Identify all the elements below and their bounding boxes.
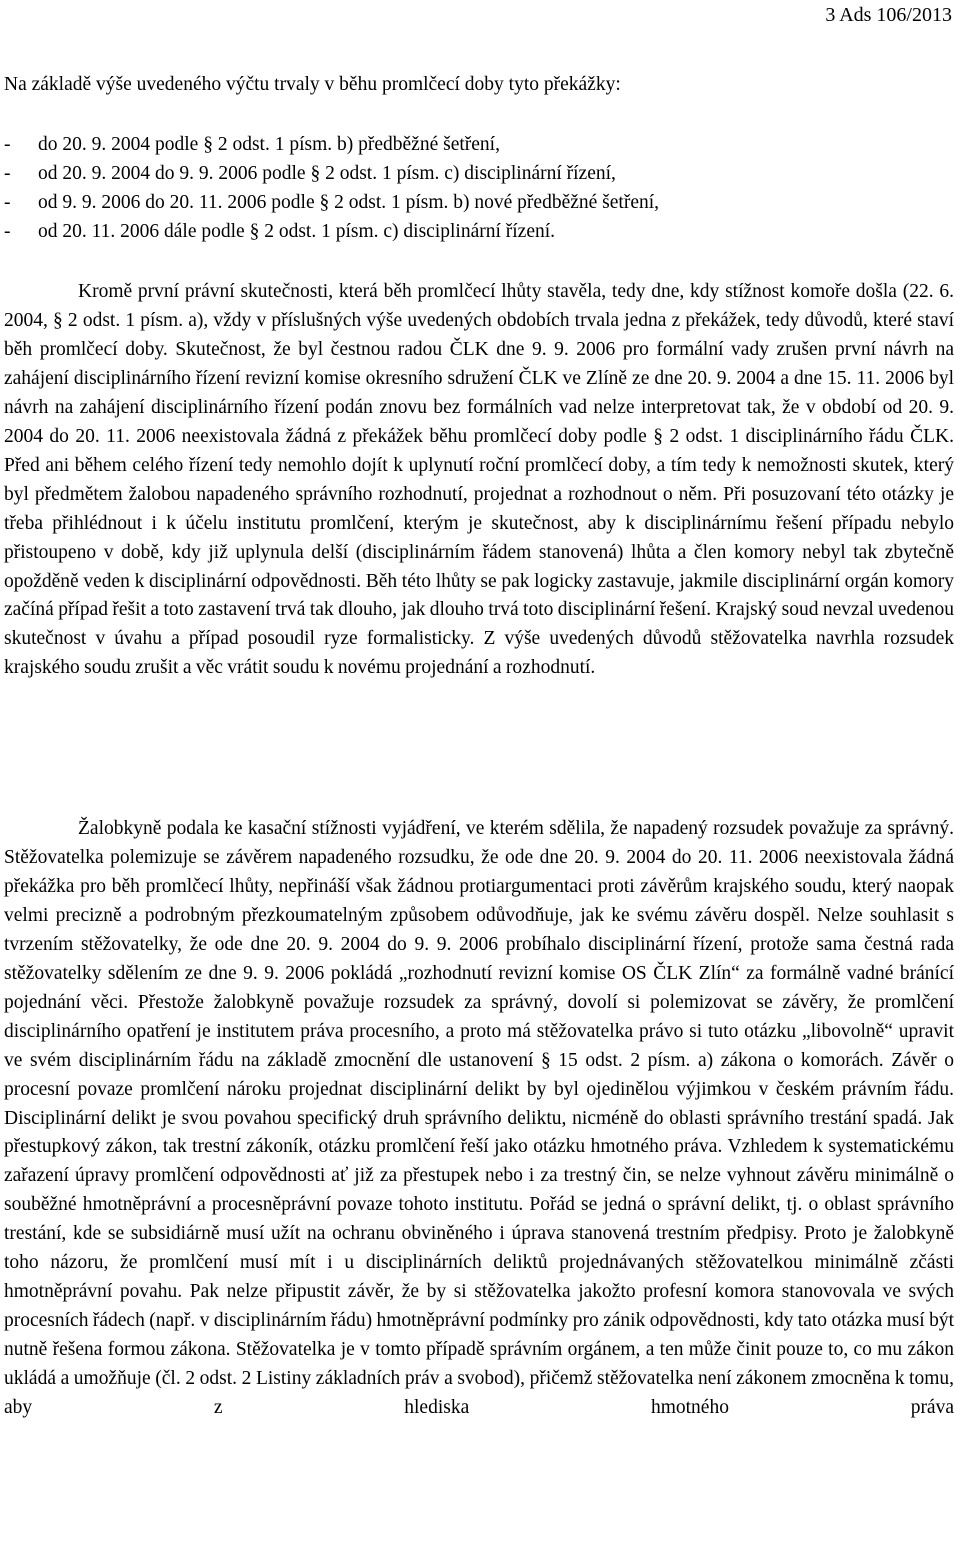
list-item-text: od 9. 9. 2006 do 20. 11. 2006 podle § 2 odst. 1 písm. b) nové předběžné šetření, bbox=[38, 192, 660, 213]
list-item bbox=[4, 188, 954, 217]
body-paragraph: Žalobkyně podala ke kasační stížnosti vyjádření, ve kterém sdělila, že napadený rozsudek považuje za správný. Stěžovatelka polemizuje se závěrem napadeného rozsudku, že ode dne 20. 9. 2004 do 20. 11. 2006 neexistovala žádná překážka pro běh promlčecí lhůty, nepřináší však žádnou protiargumentaci proti závěrům krajského soudu, který naopak velmi precizně a podrobným přezkoumatelným způsobem odůvodňuje, jak ke svému závěru dospěl. Nelze souhlasit s tvrzením stěžovatelky, že ode dne 20. 9. 2004 do 9. 9. 2006 probíhalo disciplinární řízení, protože sama čestná rada stěžovatelky sdělením ze dne 9. 9. 2006 pokládá „rozhodnutí revizní komise OS ČLK Zlín“ za formálně vadné bránící pojednání věci. Přestože žalobkyně považuje rozsudek za správný, dovolí si polemizovat se závěry, že promlčení disciplinárního opatření je institutem práva procesního, a proto má stěžovatelka právo si tuto otázku „libovolně“ upravit ve svém disciplinárním řádu na základě zmocnění dle ustanovení § 15 odst. 2 písm. a) zákona o komorách. Závěr o procesní povaze promlčení nároku projednat disciplinární delikt by byl ojedinělou výjimkou v českém právním řádu. Disciplinární delikt je svou povahou specifický druh správního deliktu, nicméně do oblasti správního trestání spadá. Jak přestupkový zákon, tak trestní zákoník, otázku promlčení řeší jako otázku hmotného práva. Vzhledem k systematickému zařazení úpravy promlčení odpovědnosti ať již za přestupek nebo i za trestný čin, se nelze vyhnout závěru minimálně o souběžné hmotněprávní a procesněprávní povaze tohoto institutu. Pořád se jedná o správní delikt, tj. o oblast správního trestání, kde se subsidiárně musí užít na ochranu obviněného i úprava stanovená trestním předpisy. Proto je žalobkyně toho názoru, že promlčení musí mít i u disciplinárních deliktů projednávaných stěžovatelkou minimálně zčásti hmotněprávní povahu. Pak nelze připustit závěr, že by si stěžovatelka jakožto profesní komora stanovovala ve svých procesních řádech (např. v disciplinárním řádu) hmotněprávní podmínky pro zánik odpovědnosti, kdy tato otázka musí být nutně řešena formou zákona. Stěžovatelka je v tomto případě správním orgánem, a ten může činit pouze to, co mu zákon ukládá a umožňuje (čl. 2 odst. 2 Listiny základních práv a svobod), přičemž stěžovatelka není zákonem zmocněna k tomu, aby z hlediska hmotného práva bbox=[4, 818, 954, 1419]
obstacle-list bbox=[4, 130, 954, 246]
list-dash: - bbox=[4, 163, 11, 184]
list-item-text: do 20. 9. 2004 podle § 2 odst. 1 písm. b) předběžné šetření, bbox=[38, 134, 500, 155]
list-item bbox=[4, 130, 954, 159]
list-item bbox=[4, 217, 954, 246]
list-item-text: od 20. 9. 2004 do 9. 9. 2006 podle § 2 odst. 1 písm. c) disciplinární řízení, bbox=[38, 163, 616, 184]
body-paragraph: Kromě první právní skutečnosti, která běh promlčecí lhůty stavěla, tedy dne, kdy stížnost komoře došla (22. 6. 2004, § 2 odst. 1 písm. a), vždy v příslušných výše uvedených obdobích trvala jedna z překážek, tedy důvodů, které staví běh promlčecí doby. Skutečnost, že byl čestnou radou ČLK dne 9. 9. 2006 pro formální vady zrušen první návrh na zahájení disciplinárního řízení revizní komise okresního sdružení ČLK ve Zlíně ze dne 20. 9. 2004 a dne 15. 11. 2006 byl návrh na zahájení disciplinárního řízení podán znovu bez formálních vad nelze interpretovat tak, že v období od 20. 9. 2004 do 20. 11. 2006 neexistovala žádná z překážek běhu promlčecí doby podle § 2 odst. 1 disciplinárního řádu ČLK. Před ani během celého řízení tedy nemohlo dojít k uplynutí roční promlčecí doby, a tím tedy k nemožnosti skutek, který byl předmětem žalobou napadeného správního rozhodnutí, projednat a rozhodnout o něm. Při posuzovaní této otázky je třeba přihlédnout i k účelu institutu promlčení, kterým je skutečnost, aby k disciplinárnímu řešení případu nebylo přistoupeno v době, kdy již uplynula delší (disciplinárním řádem stanovená) lhůta a člen komory nebyl tak zbytečně opožděně veden k disciplinární odpovědnosti. Běh této lhůty se pak logicky zastavuje, jakmile disciplinární orgán komory začíná případ řešit a toto zastavení trvá tak dlouho, jak dlouho trvá toto disciplinární řešení. Krajský soud nevzal uvedenou skutečnost v úvahu a případ posoudil ryze formalisticky. Z výše uvedených důvodů stěžovatelka navrhla rozsudek krajského soudu zrušit a věc vrátit soudu k novému projednání a rozhodnutí. bbox=[4, 281, 954, 679]
case-number-header: 3 Ads 106/2013 bbox=[825, 4, 952, 26]
list-dash: - bbox=[4, 134, 11, 155]
list-item-text: od 20. 11. 2006 dále podle § 2 odst. 1 písm. c) disciplinární řízení. bbox=[38, 221, 556, 242]
list-dash: - bbox=[4, 221, 11, 242]
list-dash: - bbox=[4, 192, 11, 213]
intro-sentence: Na základě výše uvedeného výčtu trvaly v běhu promlčecí doby tyto překážky: bbox=[4, 74, 621, 95]
list-item bbox=[4, 159, 954, 188]
